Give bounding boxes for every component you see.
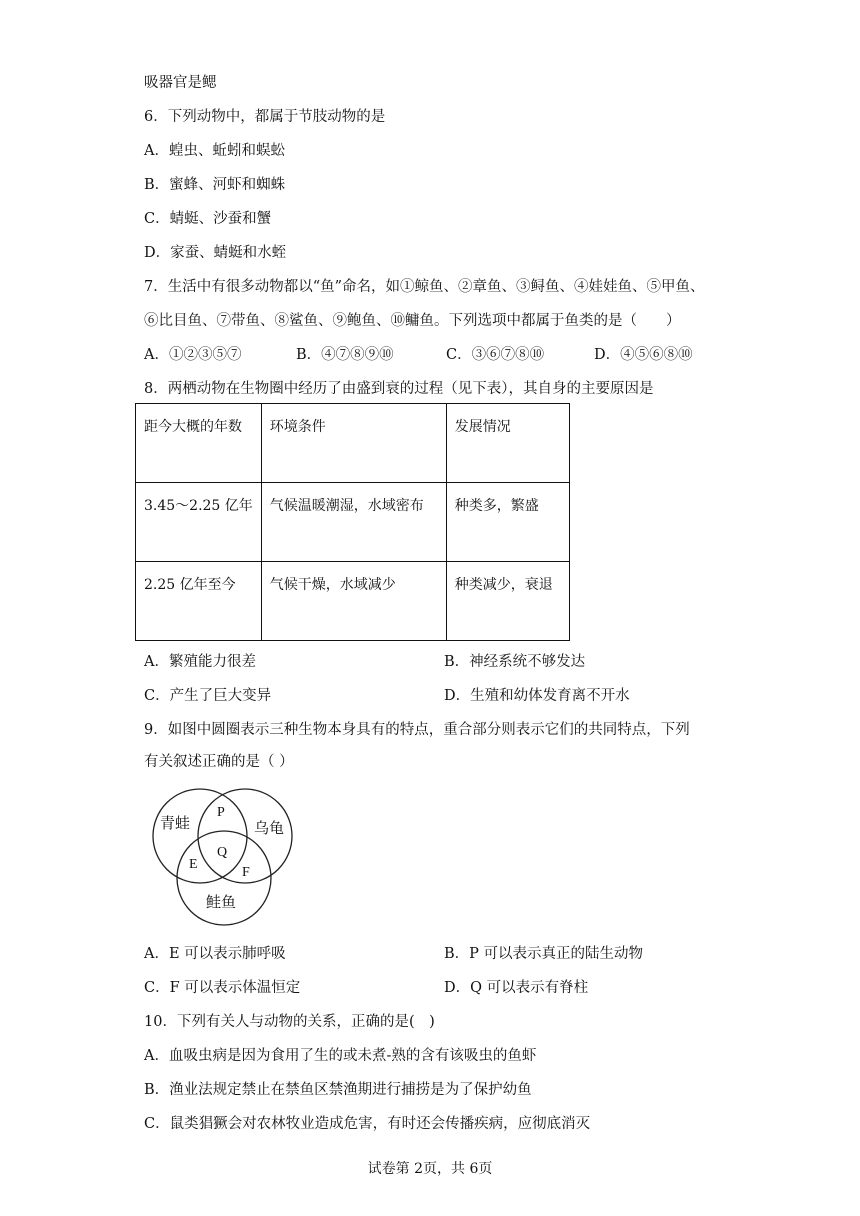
q8-option-d: D．生殖和幼体发育离不开水 <box>444 688 630 704</box>
q9-option-a: A．E 可以表示肺呼吸 <box>144 946 286 962</box>
q9-stem-line1: 9．如图中圆圈表示三种生物本身具有的特点，重合部分则表示它们的共同特点，下列 <box>144 722 690 738</box>
venn-label-turtle: 乌龟 <box>254 820 285 837</box>
q8-option-c: C．产生了巨大变异 <box>144 688 272 704</box>
q9-stem-line2: 有关叙述正确的是（ ） <box>144 754 294 770</box>
table-cell: 种类减少，衰退 <box>446 562 569 641</box>
venn-region-e: E <box>189 857 198 872</box>
venn-region-f: F <box>242 865 250 880</box>
q7-option-d: D．④⑤⑥⑧⑩ <box>594 347 693 363</box>
table-cell: 气候温暖潮湿，水域密布 <box>261 483 446 562</box>
table-header-cell: 环境条件 <box>261 404 446 483</box>
table-cell: 气候干燥，水域减少 <box>261 562 446 641</box>
q6-option-b: B．蜜蜂、河虾和蜘蛛 <box>144 177 286 193</box>
q8-stem: 8．两栖动物在生物圈中经历了由盛到衰的过程（见下表），其自身的主要原因是 <box>144 381 654 397</box>
q6-stem: 6．下列动物中，都属于节肢动物的是 <box>144 109 386 125</box>
q7-stem-line2: ⑥比目鱼、⑦带鱼、⑧鲨鱼、⑨鲍鱼、⑩鳙鱼。下列选项中都属于鱼类的是（ ） <box>144 313 681 329</box>
q9-option-b: B．P 可以表示真正的陆生动物 <box>444 946 644 962</box>
q9-option-d: D．Q 可以表示有脊柱 <box>444 980 589 996</box>
table-header-cell: 发展情况 <box>446 404 569 483</box>
q8-option-a: A．繁殖能力很差 <box>144 654 256 670</box>
q8-option-b: B．神经系统不够发达 <box>444 654 586 670</box>
table-row <box>136 562 570 641</box>
table-cell: 2.25 亿年至今 <box>136 562 262 641</box>
q9-option-c: C．F 可以表示体温恒定 <box>144 980 301 996</box>
venn-region-q: Q <box>217 845 228 860</box>
q6-option-c: C．蜻蜓、沙蚕和蟹 <box>144 211 272 227</box>
q6-option-a: A．蝗虫、蚯蚓和蜈蚣 <box>144 143 285 159</box>
venn-diagram <box>148 786 298 928</box>
table-header-row <box>136 404 570 483</box>
q7-stem-line1: 7．生活中有很多动物都以“鱼”命名，如①鲸鱼、②章鱼、③鲟鱼、④娃娃鱼、⑤甲鱼、 <box>144 279 705 295</box>
venn-label-frog: 青蛙 <box>160 815 191 832</box>
venn-label-salmon: 鲑鱼 <box>206 894 237 911</box>
q7-option-c: C．③⑥⑦⑧⑩ <box>446 347 545 363</box>
q6-option-d: D．家蚕、蜻蜓和水蛭 <box>144 245 287 261</box>
venn-region-p: P <box>217 805 225 820</box>
q10-option-a: A．血吸虫病是因为食用了生的或未煮-熟的含有该吸虫的鱼虾 <box>144 1048 537 1064</box>
q7-option-a: A．①②③⑤⑦ <box>144 347 242 363</box>
q7-option-b: B．④⑦⑧⑨⑩ <box>296 347 394 363</box>
table-row <box>136 483 570 562</box>
table-cell: 3.45～2.25 亿年 <box>136 483 262 562</box>
q10-option-c: C．鼠类猖獗会对农林牧业造成危害，有时还会传播疾病，应彻底消灭 <box>144 1116 591 1132</box>
q10-stem: 10．下列有关人与动物的关系，正确的是( ) <box>144 1014 435 1030</box>
table-cell: 种类多，繁盛 <box>446 483 569 562</box>
page-footer: 试卷第 2页，共 6页 <box>367 1161 493 1177</box>
continued-text: 吸器官是鳃 <box>144 75 217 91</box>
q10-option-b: B．渔业法规定禁止在禁鱼区禁渔期进行捕捞是为了保护幼鱼 <box>144 1082 532 1098</box>
venn-circle-frog <box>153 789 247 883</box>
q8-table <box>135 403 570 641</box>
table-header-cell: 距今大概的年数 <box>136 404 262 483</box>
